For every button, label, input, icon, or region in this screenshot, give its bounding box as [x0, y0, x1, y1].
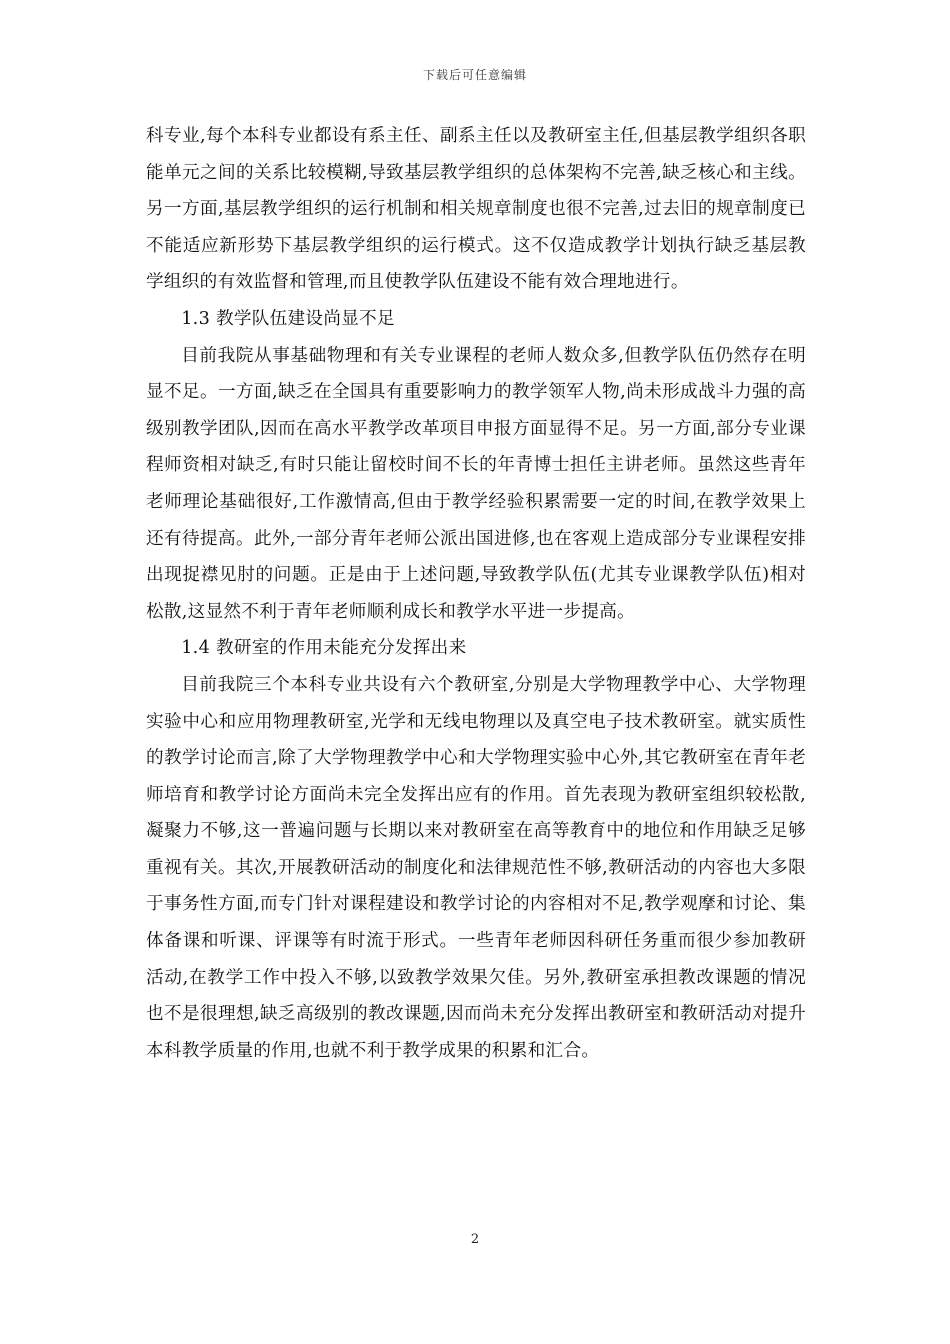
paragraph-teaching-office: 目前我院三个本科专业共设有六个教研室,分别是大学物理教学中心、大学物理实验中心和应用物理教研室,光学和无线电物理以及真空电子技术教研室。就实质性的教学讨论而言,除了大学物理教学中心和大学物理实验中心外,其它教研室在青年老师培育和教学讨论方面尚未完全发挥出应有的作用。首先表现为教研室组织较松散,凝聚力不够,这一普遍问题与长期以来对教研室在高等教育中的地位和作用缺乏足够重视有关。其次,开展教研活动的制度化和法律规范性不够,教研活动的内容也大多限于事务性方面,而专门针对课程建设和教学讨论的内容相对不足,教学观摩和讨论、集体备课和听课、评课等有时流于形式。一些青年老师因科研任务重而很少参加教研活动,在教学工作中投入不够,以致教学效果欠佳。另外,教研室承担教改课题的情况也不是很理想,缺乏高级别的教改课题,因而尚未充分发挥出教研室和教研活动对提升本科教学质量的作用,也就不利于教学成果的积累和汇合。 — [146, 674, 806, 1061]
page-header: 下载后可任意编辑 — [422, 68, 527, 82]
paragraph-continuation: 科专业,每个本科专业都设有系主任、副系主任以及教研室主任,但基层教学组织各职能单元之间的关系比较模糊,导致基层教学组织的总体架构不完善,缺乏核心和主线。另一方面,基层教学组织的运行机制和相关规章制度也很不完善,过去旧的规章制度已不能适应新形势下基层教学组织的运行模式。这不仅造成教学计划执行缺乏基层教学组织的有效监督和管理,而且使教学队伍建设不能有效合理地进行。 — [146, 126, 806, 293]
section-heading-1-3: 1.3 教学队伍建设尚显不足 — [181, 308, 395, 329]
paragraph-teaching-team: 目前我院从事基础物理和有关专业课程的老师人数众多,但教学队伍仍然存在明显不足。一方面,缺乏在全国具有重要影响力的教学领军人物,尚未形成战斗力强的高级别教学团队,因而在高水平教学改革项目申报方面显得不足。另一方面,部分专业课程师资相对缺乏,有时只能让留校时间不长的年青博士担任主讲老师。虽然这些青年老师理论基础很好,工作激情高,但由于教学经验积累需要一定的时间,在教学效果上还有待提高。此外,一部分青年老师公派出国进修,也在客观上造成部分专业课程安排出现捉襟见肘的问题。正是由于上述问题,导致教学队伍(尤其专业课教学队伍)相对松散,这显然不利于青年老师顺利成长和教学水平进一步提高。 — [146, 345, 806, 622]
document-body — [146, 118, 806, 1069]
page-number: 2 — [470, 1232, 480, 1247]
section-heading-1-4: 1.4 教研室的作用未能充分发挥出来 — [181, 638, 467, 659]
